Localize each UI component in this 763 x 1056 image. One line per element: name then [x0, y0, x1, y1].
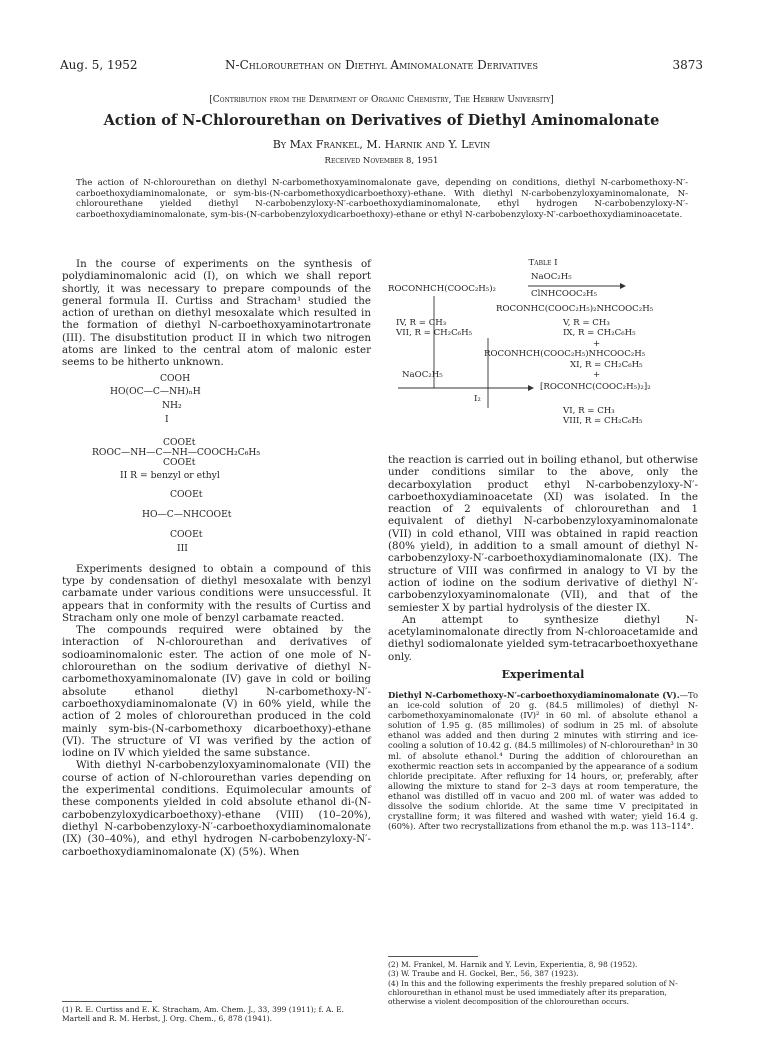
compound-label: VII, R = CH₂C₆H₅: [396, 328, 473, 338]
paragraph: In the course of experiments on the synthesis of polydiaminomalonic acid (I), on which we shall report shortly, it was necessary to prepare compounds of the general formula II. Curtiss and Stracham¹ studied the action of urethan on diethyl mesoxalate which resulted in the formation of diethyl N-carboethoxyaminotartronate (III). The disubstitution product II in which two nitrogen atoms are linked to the central atom of malonic ester seems to be hitherto unknown.: [62, 258, 371, 369]
reagent-label: I₂: [474, 394, 481, 404]
product-formula: [ROCONHC(COOC₂H₅)₂]₂: [540, 382, 651, 392]
struct-label: III: [177, 542, 188, 554]
struct-text: COOEt: [170, 488, 203, 500]
footnote-4: (4) In this and the following experiments the freshly prepared solution of N-chlorourethan in ethanol must be used immediately after its preparation, otherwise a violent decomposition of the chlorourethan occurs.: [388, 978, 678, 1007]
plus-sign: +: [593, 370, 601, 380]
received-date: Received November 8, 1951: [324, 156, 439, 166]
reaction-arrows: [388, 258, 698, 450]
struct-text: COOEt: [170, 528, 203, 540]
paragraph: With diethyl N-carbobenzyloxyaminomalonate (VII) the course of action of N-chlorourethan varies depending on the experimental conditions. Equimolecular amounts of these components yielded in cold absolute ethanol di-(N-carbobenzyloxydicarboethoxy)-ethane (VIII) (10–20%), diethyl N-carbobenzyloxy-N′-carboethoxydiaminomalonate (IX) (30–40%), and ethyl hydrogen N-carbobenzyloxy-N′-carboethoxydiaminomalonate (X) (5%). When: [62, 759, 371, 858]
contribution-line: [Contribution from the Department of Organic Chemistry, The Hebrew University]: [209, 95, 554, 105]
header-running-title: N-Chlorourethan on Diethyl Aminomalonate Derivatives: [225, 58, 538, 72]
compound-label: IV, R = CH₃: [396, 318, 447, 328]
table-caption: Table I: [528, 258, 558, 268]
struct-text: ROOC—NH—C—NH—COOCH₂C₆H₅: [92, 446, 261, 458]
reagent-label: ClNHCOOC₂H₅: [531, 289, 597, 299]
reagent-label: NaOC₂H₅: [531, 272, 572, 282]
compound-label: VIII, R = CH₂C₆H₅: [563, 416, 643, 426]
footnote-2: (2) M. Frankel, M. Harnik and Y. Levin, Experientia, 8, 98 (1952).: [388, 960, 638, 969]
article-title: Action of N-Chlorourethan on Derivatives of Diethyl Aminomalonate: [103, 112, 660, 129]
compound-label: VI, R = CH₃: [563, 406, 615, 416]
compound-heading: Diethyl N-Carbomethoxy-N′-carboethoxydiaminomalonate (V).: [388, 690, 680, 700]
product-formula: ROCONHC(COOC₂H₅)₂NHCOOC₂H₅: [496, 304, 654, 314]
struct-text: COOEt: [163, 436, 196, 448]
product-formula: ROCONHCH(COOC₂H₅)NHCOOC₂H₅: [484, 349, 646, 359]
structure-II: [62, 437, 371, 485]
procedure-text: —To an ice-cold solution of 20 g. (84.5 millimoles) of diethyl N-carbomethoxyaminomalonate (IV)² in 60 ml. of absolute ethanol a solution of 1.95 g. (85 millimoles) of sodium in 25 ml. of absolute ethanol was added and then during 2 minutes with stirring and ice-cooling a solution of 10.42 g. (84.5 millimoles) of N-chlorourethan³ in 30 ml. of absolute ethanol.⁴ During the addition of chlorourethan an exothermic reaction sets in accompanied by the appearance of a sodium chloride precipitate. After refluxing for 14 hours, or, preferably, after allowing the mixture to stand for 2–3 days at room temperature, the ethanol was distilled off in vacuo and 200 ml. of water was added to dissolve the sodium chloride. At the same time V precipitated in crystalline form; it was filtered and washed with water; yield 16.4 g. (60%). After two recrystallizations from ethanol the m.p. was 113–114°.: [388, 690, 698, 832]
reagent-label: NaOC₂H₅: [402, 370, 443, 380]
abstract: The action of N-chlorourethan on diethyl N-carbomethoxyaminomalonate gave, depending on conditions, diethyl N-carbomethoxy-N′-carboethoxydiaminomalonate, or sym-bis-(N-carbomethoxydicarboethoxy)-ethane. With diethyl N-carbobenzyloxyaminomalonate, N-chlorourethane yielded diethyl N-carbobenzyloxy-N′-carboethoxydiaminomalonate, ethyl hydrogen N-carbobenzyloxy-N′-carboethoxydiaminomalonate, sym-bis-(N-carbobenzyloxydicarboethoxy)-ethane or ethyl N-carbobenzyloxy-N′-carboethoxydiaminoacetate.: [76, 178, 688, 220]
footnote-3: (3) W. Traube and H. Gockel, Ber., 56, 387 (1923).: [388, 969, 579, 979]
footnote-1: (1) R. E. Curtiss and E. K. Stracham, Am. Chem. J., 33, 399 (1911); f. A. E. Martell and R. M. Herbst, J. Org. Chem., 6, 878 (1941).: [62, 1005, 344, 1024]
compound-label: V, R = CH₃: [563, 318, 610, 328]
right-column: [388, 454, 698, 663]
author-line: By Max Frankel, M. Harnik and Y. Levin: [272, 138, 491, 151]
paragraph: An attempt to synthesize diethyl N-acetylaminomalonate directly from N-chloroacetamide and diethyl sodiomalonate yielded sym-tetracarboethoxyethane only.: [388, 613, 698, 663]
struct-text: HO(OC—C—NH)ₙH: [110, 385, 201, 397]
section-heading: Experimental: [501, 668, 585, 681]
page-number: 3873: [672, 58, 703, 72]
paragraph: The compounds required were obtained by the interaction of N-chlorourethan and derivatives of sodioaminomalonic ester. The action of one mole of N-chlorourethan on the sodium derivative of diethyl N-carbomethoxyaminomalonate (IV) gave in cold or boiling absolute ethanol diethyl N-carbomethoxy-N′-carboethoxydiaminomalonate (V) in 60% yield, while the action of 2 moles of chlorourethan produced in the cold mainly sym-bis-(N-carbomethoxy dicarboethoxy)-ethane (VI). The structure of VI was verified by the action of iodine on IV which yielded the same substance.: [62, 624, 371, 760]
struct-text: NH₂: [162, 399, 182, 411]
struct-text: COOEt: [163, 456, 196, 468]
left-column: [62, 258, 371, 858]
compound-label: IX, R = CH₂C₆H₅: [563, 328, 636, 338]
experimental-paragraph: [388, 690, 698, 831]
struct-text: COOH: [160, 372, 191, 384]
struct-label: II R = benzyl or ethyl: [120, 469, 220, 481]
compound-label: XI, R = CH₂C₆H₅: [570, 360, 643, 370]
header-date: Aug. 5, 1952: [60, 58, 138, 72]
struct-label: I: [165, 413, 169, 425]
plus-sign: +: [593, 339, 601, 349]
footnote-rule: [388, 956, 478, 957]
struct-text: HO—C—NHCOOEt: [142, 508, 232, 520]
structure-III: [62, 489, 371, 559]
paragraph: the reaction is carried out in boiling ethanol, but otherwise under conditions similar to the above, only the decarboxylation product ethyl N-carbobenzyloxy-N′-carboethoxydiaminoacetate (XI) was isolated. In the reaction of 2 equivalents of chlorourethan and 1 equivalent of diethyl N-carbobenzyloxyaminomalonate (VII) in cold ethanol, VIII was obtained in rapid reaction (80% yield), in addition to a small amount of diethyl N-carbobenzyloxy-N′-carboethoxydiaminomalonate (IX). The structure of VIII was confirmed in analogy to VI by the action of iodine on the sodium derivative of diethyl N′-carbobenzyloxyaminomalonate (VII), and that of the semiester X by partial hydrolysis of the diester IX.: [388, 454, 698, 614]
footnotes-right: [388, 960, 698, 1006]
footnote-rule: [62, 1001, 152, 1002]
paragraph: Experiments designed to obtain a compound of this type by condensation of diethyl mesoxalate with benzyl carbamate under various conditions were unsuccessful. It appears that in conformity with the results of Curtiss and Stracham only one mole of benzyl carbamate reacted.: [62, 562, 371, 624]
table-I: [388, 258, 698, 450]
reactant-formula: ROCONHCH(COOC₂H₅)₂: [388, 284, 496, 294]
structure-I: [62, 373, 371, 431]
